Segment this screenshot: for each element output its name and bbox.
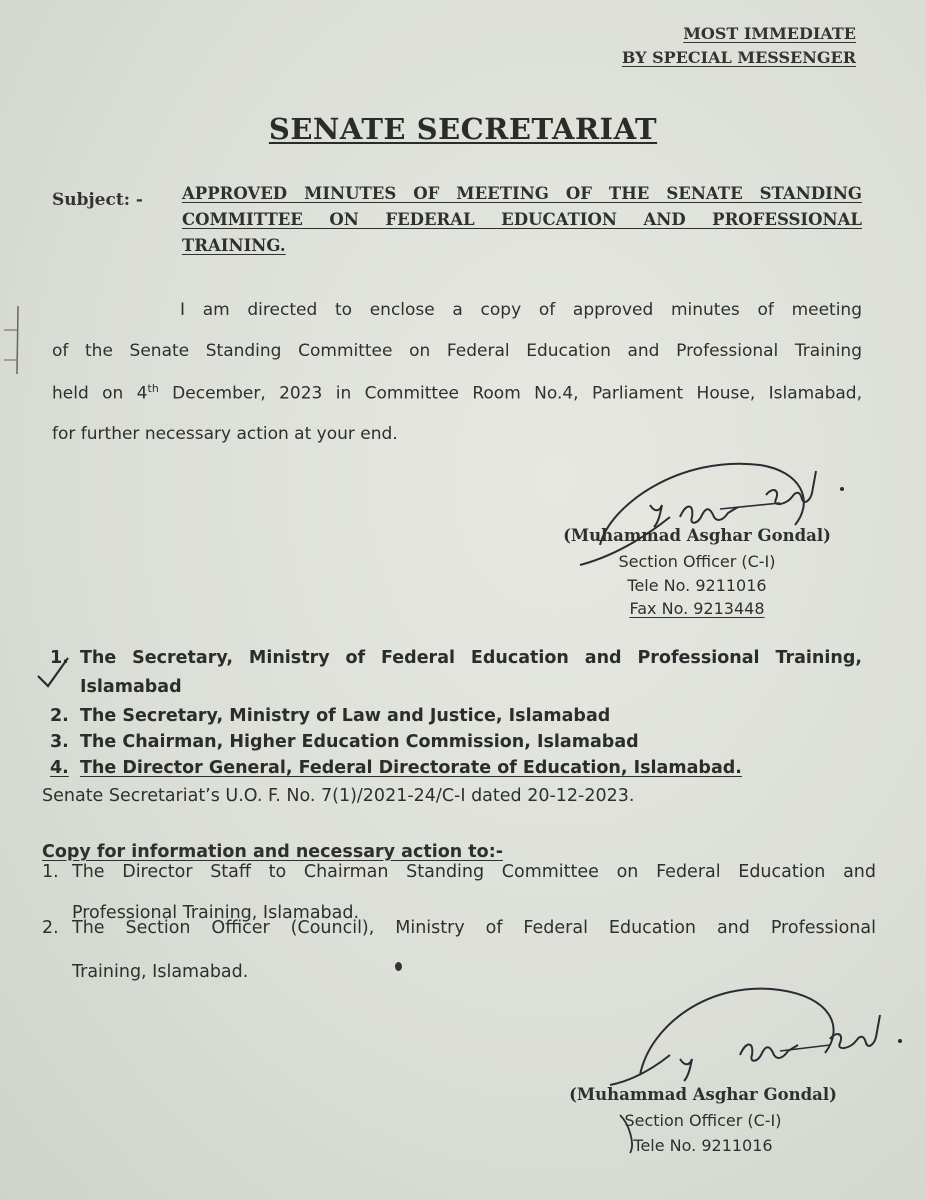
- recipient-1-line-1: The Secretary, Ministry of Federal Education and Professional Training,: [80, 648, 862, 668]
- signature-1-tele: Tele No. 9211016: [627, 576, 767, 595]
- recipient-3-number: 3.: [50, 732, 69, 752]
- recipient-4-number: 4.: [50, 758, 69, 778]
- recipient-2-number: 2.: [50, 706, 69, 726]
- copy-2-number: 2.: [42, 918, 59, 938]
- signature-1-fax: Fax No. 9213448: [629, 599, 765, 618]
- ink-spot: [395, 962, 402, 971]
- copy-1-line-1: The Director Staff to Chairman Standing Committee on Federal Education and: [72, 862, 876, 882]
- body-line-3: held on 4th December, 2023 in Committee Room No.4, Parliament House, Islamabad,: [52, 382, 862, 404]
- signature-1-designation: Section Officer (C-I): [618, 552, 776, 571]
- subject-line-3: TRAINING.: [182, 236, 286, 255]
- signature-2-designation: Section Officer (C-I): [624, 1111, 782, 1130]
- recipient-4-line-1: The Director General, Federal Directorate of Education, Islamabad.: [80, 758, 742, 778]
- signature-2-tele: Tele No. 9211016: [633, 1136, 773, 1155]
- page-title: SENATE SECRETARIAT: [268, 112, 658, 146]
- body-line-4: for further necessary action at your end.: [52, 424, 398, 444]
- reference-line: Senate Secretariat’s U.O. F. No. 7(1)/2021-24/C-I dated 20-12-2023.: [42, 786, 635, 806]
- recipient-2-line-1: The Secretary, Ministry of Law and Justice, Islamabad: [80, 706, 611, 726]
- recipient-1-number: 1.: [50, 648, 69, 668]
- signature-2-name: (Muhammad Asghar Gondal): [569, 1085, 837, 1104]
- priority-header: [622, 22, 856, 70]
- margin-mark: [0, 300, 30, 380]
- copy-2-line-1: The Section Officer (Council), Ministry of Federal Education and Professional: [72, 918, 876, 938]
- body-line-2: of the Senate Standing Committee on Federal Education and Professional Training: [52, 341, 862, 361]
- copy-1-number: 1.: [42, 862, 59, 882]
- subject-label: Subject: -: [52, 190, 143, 210]
- recipient-1-line-2: Islamabad: [80, 677, 182, 697]
- body-line-1: I am directed to enclose a copy of approved minutes of meeting: [180, 300, 862, 320]
- copy-1-line-2: Professional Training, Islamabad.: [72, 903, 360, 923]
- recipient-3-line-1: The Chairman, Higher Education Commission, Islamabad: [80, 732, 639, 752]
- copy-heading: Copy for information and necessary action to:-: [42, 842, 503, 862]
- subject-line-1: APPROVED MINUTES OF MEETING OF THE SENATE STANDING: [182, 184, 862, 203]
- signature-1-name: (Muhammad Asghar Gondal): [563, 526, 831, 545]
- priority-special-messenger: BY SPECIAL MESSENGER: [621, 48, 856, 67]
- copy-2-line-2: Training, Islamabad.: [72, 962, 249, 982]
- priority-most-immediate: MOST IMMEDIATE: [683, 24, 856, 43]
- subject-line-2: COMMITTEE ON FEDERAL EDUCATION AND PROFESSIONAL: [182, 210, 862, 229]
